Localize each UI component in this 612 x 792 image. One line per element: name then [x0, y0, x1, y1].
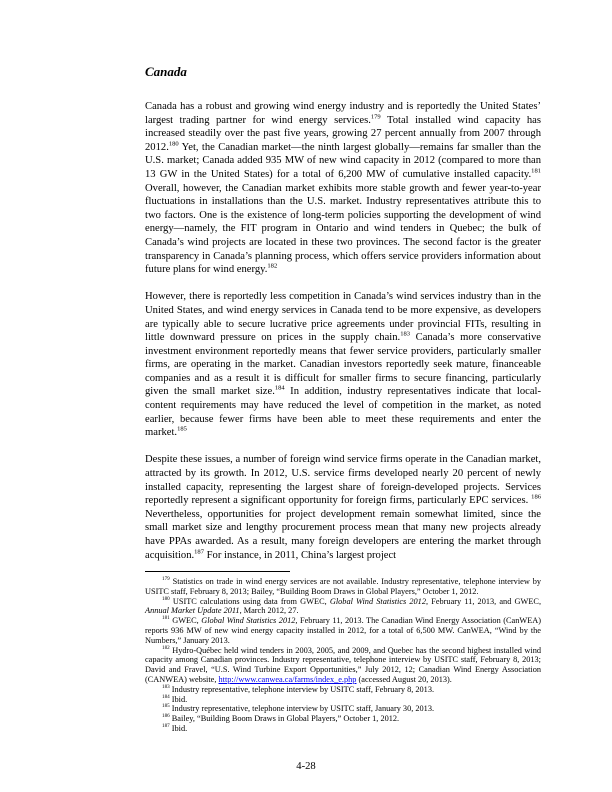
body-paragraphs	[145, 100, 541, 562]
page-number: 4-28	[296, 761, 316, 772]
footnote-number: 181	[162, 615, 170, 622]
footnote-number: 182	[162, 644, 170, 651]
footnote-ref: 186	[531, 493, 541, 501]
text-run: Total installed wind capacity has increased steadily over the past five years, growing 27 percent annually from 2007 through 2012.	[145, 114, 541, 153]
footnote	[145, 577, 541, 597]
italic-text: Global Wind Statistics 2012	[201, 616, 296, 626]
footnote	[145, 685, 541, 695]
footnote-number: 179	[162, 576, 170, 583]
section-heading: Canada	[145, 64, 187, 79]
text-run: , February 11, 2013. The Canadian Wind Energy Association (CanWEA) reports 936 MW of new wind energy capacity installed in 2012, for a total of 6,500 MW. CanWEA, “Wind by the Numbers,” January 2013.	[145, 616, 542, 645]
text-run: Canada’s more conservative investment environment reportedly means that fewer service providers, particularly smaller firms, are operating in the market. Canadian investors reportedly seek mature, financeable companies and as a result it is difficult for smaller firms to secure financing, particularly given the small market size.	[145, 332, 541, 398]
text-run: Industry representative, telephone interview by USITC staff, February 8, 2013.	[171, 684, 435, 694]
text-run: GWEC,	[172, 616, 202, 626]
footnote-number: 186	[162, 713, 170, 720]
text-run: Ibid.	[171, 694, 188, 704]
footnote-ref: 187	[194, 548, 204, 556]
text-run: (accessed August 20, 2013).	[356, 674, 452, 684]
text-run: , March 2012, 27.	[239, 606, 299, 616]
body-paragraph	[145, 100, 541, 277]
footnote	[145, 646, 541, 685]
footnote-section	[145, 571, 541, 734]
text-run: , February 11, 2013, and GWEC,	[425, 596, 542, 606]
text-run: Bailey, “Building Boom Draws in Global Players,” October 1, 2012.	[171, 714, 400, 724]
footnote-ref: 180	[168, 140, 179, 148]
text-run: Despite these issues, a number of foreign wind service firms operate in the Canadian market, attracted by its growth. In 2012, U.S. service firms developed nearly 20 percent of newly installed capacity, representing the largest share of foreign-developed projects. Services reportedly represent a significant opportunity for foreign firms, particularly EPC services.	[145, 454, 541, 507]
footnote	[145, 695, 541, 705]
footnote-number: 185	[162, 703, 170, 710]
italic-text: Global Wind Statistics 2012	[329, 596, 426, 606]
text-run: USITC calculations using data from GWEC,	[172, 596, 330, 606]
footnote-ref: 182	[267, 262, 278, 270]
footnote-list	[145, 577, 541, 734]
footnote-ref: 179	[370, 113, 381, 121]
footnote	[145, 714, 541, 724]
footnote-ref: 183	[400, 330, 411, 338]
footnote-number: 180	[162, 595, 170, 602]
text-run: Statistics on trade in wind energy services are not available. Industry representative, telephone interview by USITC staff, February 8, 2013; Bailey, “Building Boom Draws in Global Players,” October 1, 2012.	[145, 577, 541, 596]
footnote-number: 184	[162, 693, 170, 700]
text-run: Yet, the Canadian market—the ninth largest globally—remains far smaller than the U.S. market; Canada added 935 MW of new wind capacity in 2012 (compared to more than 13 GW in the United States) for a total of 6,200 MW of cumulative installed capacity.	[145, 141, 541, 180]
text-run: For instance, in 2011, China’s largest project	[203, 549, 397, 561]
hyperlink[interactable]: http://www.canwea.ca/farms/index_e.php	[218, 674, 357, 684]
footnote-separator	[145, 571, 290, 572]
footnote	[145, 704, 541, 714]
text-run: In addition, industry representatives indicate that local-content requirements may have reduced the level of competition in the market, as noted earlier, because fewer firms have been able to meet these requirements and enter the market.	[145, 386, 541, 439]
text-run: Ibid.	[171, 723, 188, 733]
text-run: Nevertheless, opportunities for project development remain somewhat limited, since the small market size and lengthy procurement process mean that many new projects already have PPAs awarded. As a result, many foreign developers are entering the market through acquisition.	[145, 508, 541, 561]
footnote-ref: 185	[177, 425, 187, 433]
footnote	[145, 616, 541, 645]
italic-text: Annual Market Update 2011	[145, 606, 240, 616]
body-paragraph	[145, 290, 541, 440]
page-content	[145, 64, 541, 576]
text-run: However, there is reportedly less competition in Canada’s wind services industry than in the United States, and wind energy services in Canada tend to be more expensive, as developers are typically able to secure lucrative price agreements under provincial FITs, resulting in little downward pressure on prices in the supply chain.	[145, 291, 541, 344]
footnote-number: 187	[162, 723, 170, 730]
footnote-number: 183	[162, 684, 170, 690]
body-paragraph	[145, 453, 541, 562]
text-run: Overall, however, the Canadian market exhibits more stable growth and fewer year-to-year fluctuations in installations than the U.S. market. Industry representatives attribute this to two factors. One is the existence of long-term policies supporting the development of wind energy—namely, the FIT program in Ontario and wind tenders in Quebec; the bulk of Canada’s wind projects are located in these two provinces. The second factor is the greater transparency in Canada’s planning process, which offers service providers information about future plans for wind energy.	[145, 182, 541, 276]
footnote	[145, 724, 541, 734]
text-run: Hydro-Québec held wind tenders in 2003, 2005, and 2009, and Quebec has the second highest installed wind capacity among Canadian provinces. Industry representative, telephone interview by USITC staff, February 8, 2013; David and Fravel, “U.S. Wind Turbine Export Opportunities,” July 2012, 12; Canadian Wind Energy Association (CANWEA) website,	[145, 645, 542, 684]
text-run: Canada has a robust and growing wind energy industry and is reportedly the United States’ largest trading partner for wind energy services.	[145, 101, 541, 126]
footnote-ref: 184	[274, 384, 285, 392]
footnote-ref: 181	[531, 167, 541, 175]
text-run: Industry representative, telephone interview by USITC staff, January 30, 2013.	[171, 704, 435, 714]
footnote	[145, 597, 541, 617]
